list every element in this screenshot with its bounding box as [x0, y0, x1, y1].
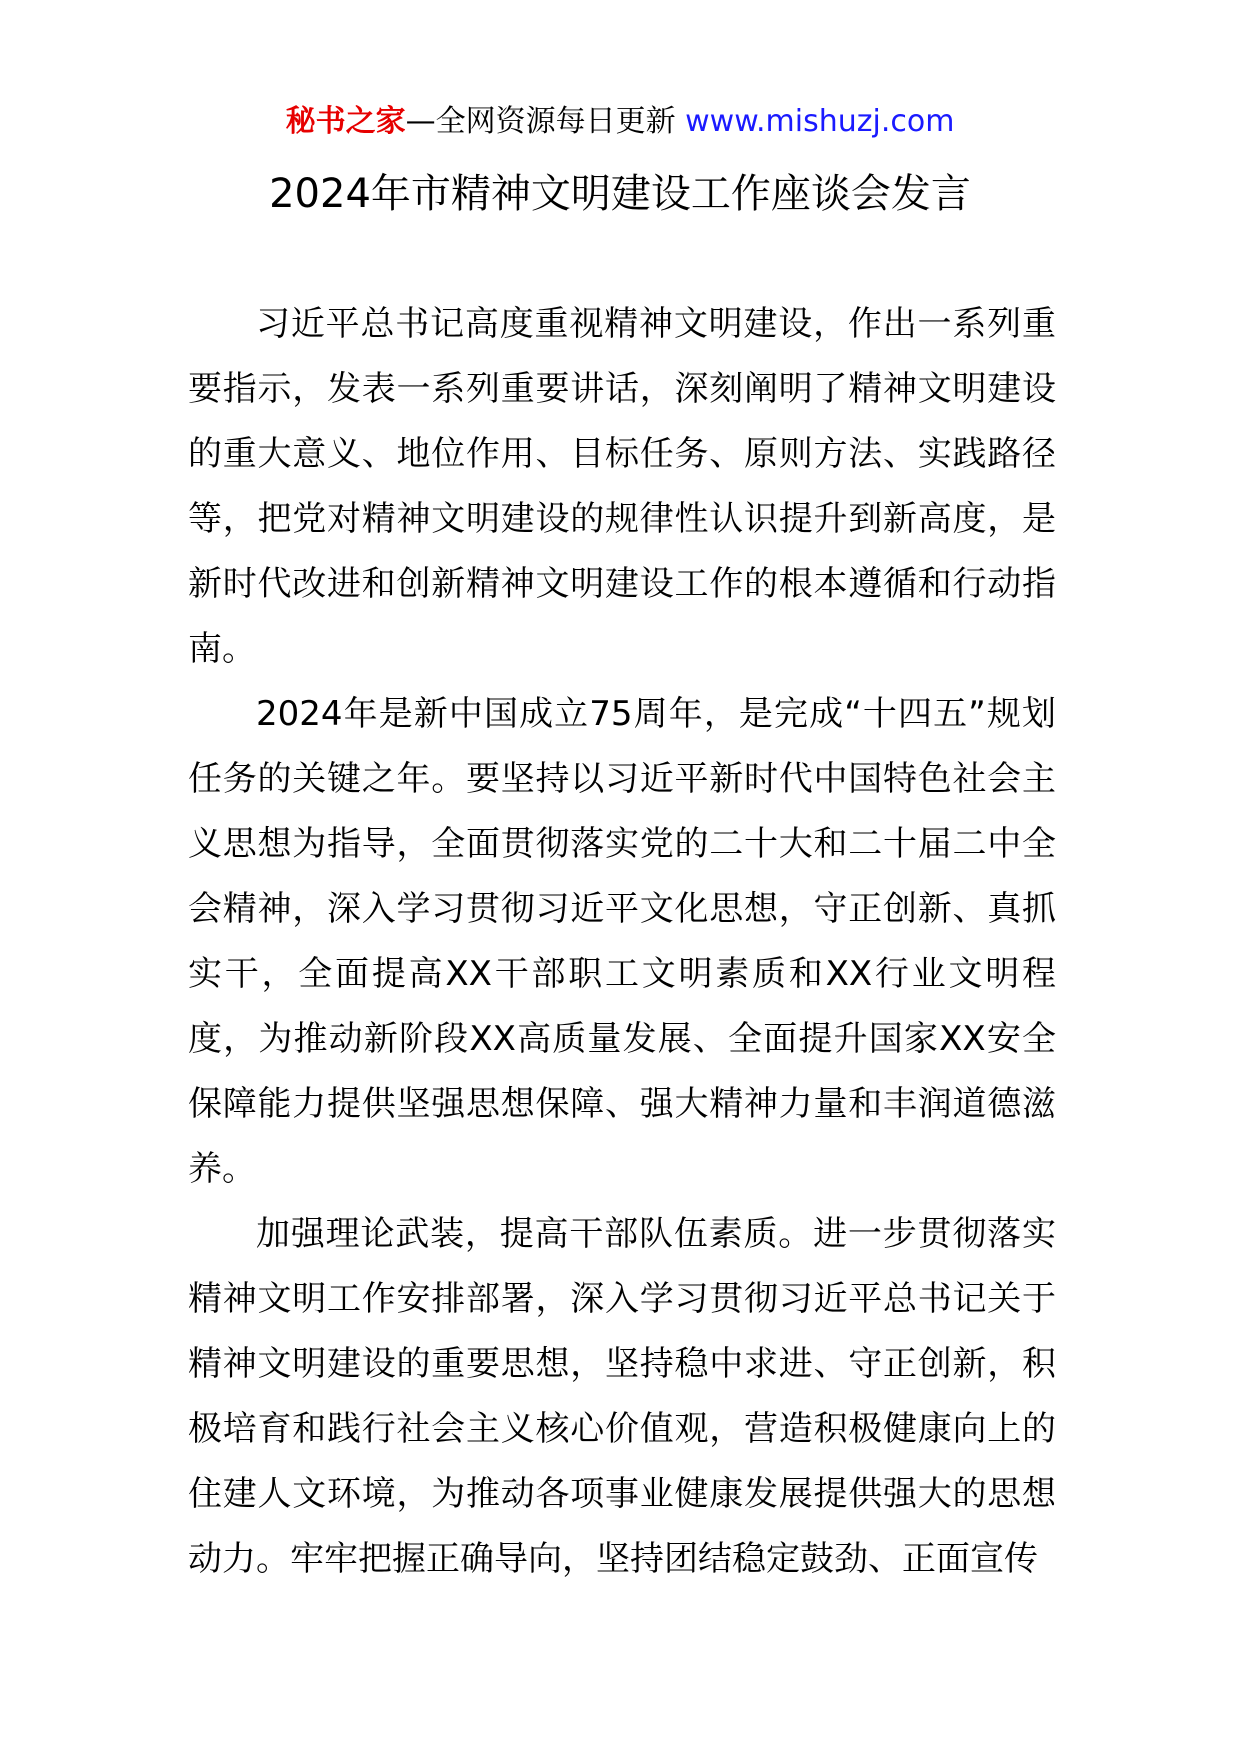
- site-banner: [0, 100, 1240, 144]
- brand-name: 秘书之家: [285, 104, 406, 139]
- body-paragraph: 加强理论武装，提高干部队伍素质。进一步贯彻落实精神文明工作安排部署，深入学习贯彻习近平总书记关于精神文明建设的重要思想，坚持稳中求进、守正创新，积极培育和践行社会主义核心价值观，营造积极健康向上的住建人文环境，为推动各项事业健康发展提供强大的思想动力。牢牢把握正确导向，坚持团结稳定鼓劲、正面宣传: [188, 1214, 1056, 1579]
- body-paragraph: 2024年是新中国成立75周年，是完成“十四五”规划任务的关键之年。要坚持以习近平新时代中国特色社会主义思想为指导，全面贯彻落实党的二十大和二十届二中全会精神，深入学习贯彻习近平文化思想，守正创新、真抓实干，全面提高XX干部职工文明素质和XX行业文明程度，为推动新阶段XX高质量发展、全面提升国家XX安全保障能力提供坚强思想保障、强大精神力量和丰润道德滋养。: [188, 694, 1056, 1189]
- banner-slogan: —全网资源每日更新: [405, 104, 686, 139]
- document-title: 2024年市精神文明建设工作座谈会发言: [269, 171, 971, 217]
- site-url-link[interactable]: www.mishuzj.com: [685, 104, 955, 139]
- body-paragraph: 习近平总书记高度重视精神文明建设，作出一系列重要指示，发表一系列重要讲话，深刻阐明了精神文明建设的重大意义、地位作用、目标任务、原则方法、实践路径等，把党对精神文明建设的规律性认识提升到新高度，是新时代改进和创新精神文明建设工作的根本遵循和行动指南。: [188, 304, 1056, 669]
- document-body: [188, 292, 1056, 1592]
